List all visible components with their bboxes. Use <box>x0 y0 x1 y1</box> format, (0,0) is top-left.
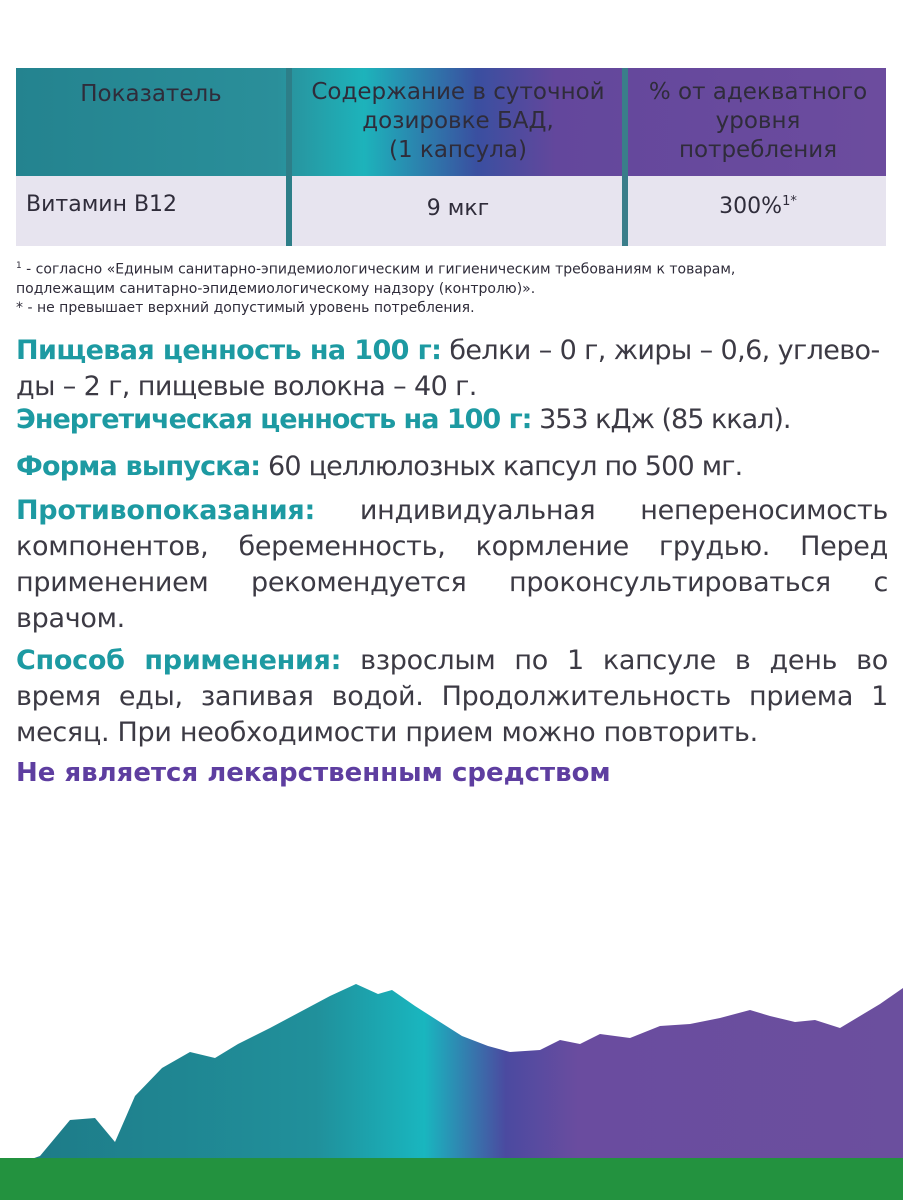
energy-value: Энергетическая ценность на 100 г: 353 кДж (85 ккал). <box>16 404 791 435</box>
cell-vitamin-amount: 9 мкг <box>426 196 490 221</box>
usage-label: Способ применения: <box>16 645 342 676</box>
release-form-label: Форма выпуска: <box>16 451 261 482</box>
contraindications-label: Противопоказания: <box>16 495 315 526</box>
nutrition-value: Пищевая ценность на 100 г: белки – 0 г, жиры – 0,6, углево-ды – 2 г, пищевые волокна – 40 г. <box>16 335 880 402</box>
header-adequate-level: % от адекватного уровня потребления <box>648 79 868 163</box>
cell-vitamin-percent: 300%$^{1*}$ <box>719 194 797 219</box>
energy-label: Энергетическая ценность на 100 г: <box>16 404 532 435</box>
usage: Способ применения: взрослым по 1 капсуле в день во время еды, запивая водой. Продолжительность приема 1 месяц. При необходимости прием можно повторить. <box>16 645 888 748</box>
header-daily-content: Содержание в суточной дозировке БАД, (1 капсула) <box>311 79 605 163</box>
nutrition-label: Пищевая ценность на 100 г: <box>16 335 442 366</box>
release-form: Форма выпуска: 60 целлюлозных капсул по 500 мг. <box>16 451 743 482</box>
footnote-star: * - не превышает верхний допустимый уровень потребления. <box>16 299 475 316</box>
green-ground-strip <box>0 1158 903 1200</box>
column-separator <box>286 68 292 246</box>
cell-vitamin-name: Витамин B12 <box>26 192 178 217</box>
header-indicator: Показатель <box>80 81 222 107</box>
footnotes <box>16 257 896 318</box>
disclaimer: Не является лекарственным средством <box>16 758 611 788</box>
column-separator <box>622 68 628 246</box>
mountain-landscape-illustration <box>0 960 903 1200</box>
footnote-1: $^1$ - согласно «Единым санитарно-эпидемиологическим и гигиеническим требованиям к товарам, <box>16 261 736 278</box>
contraindications: Противопоказания: индивидуальная непереносимость компонентов, беременность, кормление грудью. Перед применением рекомендуется проконсультироваться с врачом. <box>16 495 888 634</box>
footnote-1-continued: подлежащим санитарно-эпидемиологическому надзору (контролю)». <box>16 280 536 297</box>
composition-table <box>16 68 886 246</box>
